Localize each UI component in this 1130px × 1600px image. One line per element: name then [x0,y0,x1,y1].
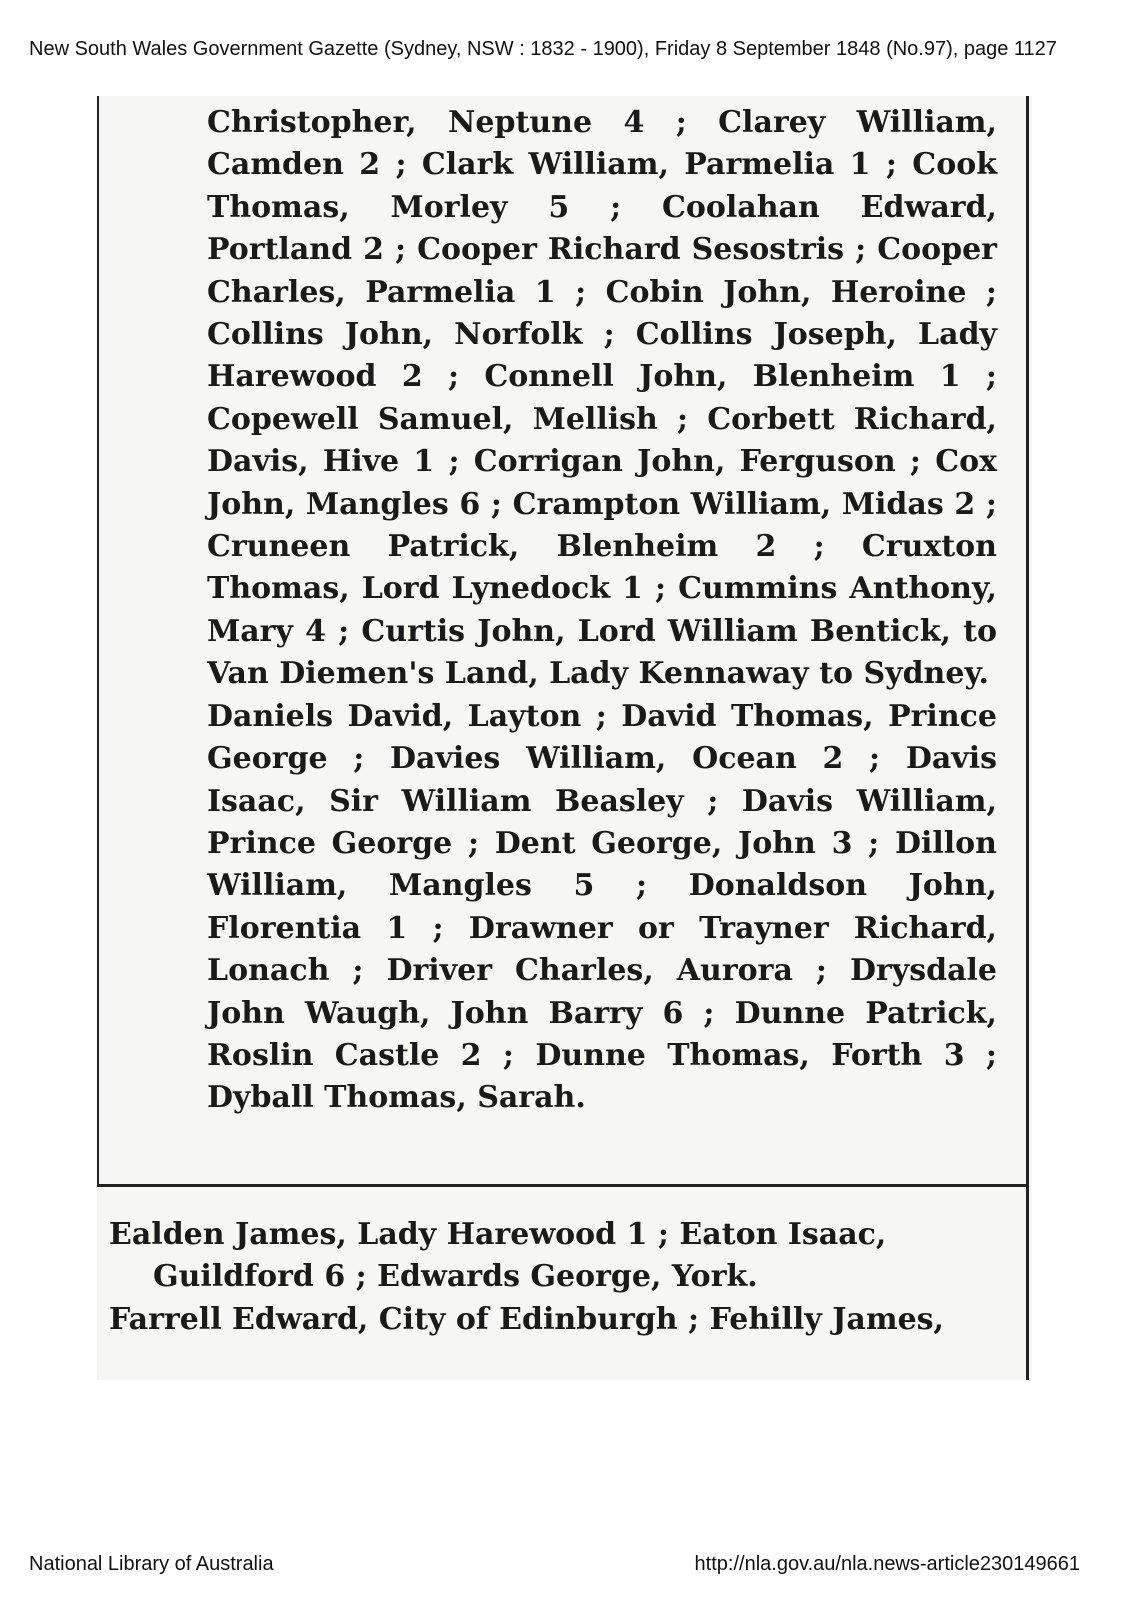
lower-column-text [109,1214,959,1341]
section-divider-rule [97,1184,1029,1187]
entries-c-continued: Christopher, Neptune 4 ; Clarey William, Camden 2 ; Clark William, Parmelia 1 ; Cook Thomas, Morley 5 ; Coolahan Edward, Portland 2 ; Cooper Richard Sesostris ; Cooper Charles, Parmelia 1 ; Cobin John, Heroine ; Collins John, Norfolk ; Collins Joseph, Lady Harewood 2 ; Connell John, Blenheim 1 ; Copewell Samuel, Mellish ; Corbett Richard, Davis, Hive 1 ; Corrigan John, Ferguson ; Cox John, Mangles 6 ; Crampton William, Midas 2 ; Cruneen Patrick, Blenheim 2 ; Cruxton Thomas, Lord Lynedock 1 ; Cummins Anthony, Mary 4 ; Curtis John, Lord William Bentick, to Van Diemen's Land, Lady Kennaway to Sydney. [207,105,997,692]
column-left-border [97,96,99,1186]
article-url: http://nla.gov.au/nla.news-article230149661 [694,1553,1080,1575]
column-right-border [1026,96,1029,1380]
newspaper-clipping [97,96,1032,1380]
entries-f: Farrell Edward, City of Edinburgh ; Fehilly James, [109,1301,944,1337]
entries-d-text: Daniels David, Layton ; David Thomas, Prince George ; Davies William, Ocean 2 ; Davis Isaac, Sir William Beasley ; Davis William, Prince George ; Dent George, John 3 ; Dillon William, Mangles 5 ; Donaldson John, Florentia 1 ; Drawner or Trayner Richard, Lonach ; Driver Charles, Aurora ; Drysdale John Waugh, John Barry 6 ; Dunne Patrick, Roslin Castle 2 ; Dunne Thomas, Forth 3 ; Dyball Thomas, Sarah. [207,698,997,1116]
upper-column-text [207,102,997,1120]
citation-header: New South Wales Government Gazette (Sydney, NSW : 1832 - 1900), Friday 8 September 1848 (No.97), page 1127 [29,38,1057,60]
entries-d [167,696,997,1120]
library-name: National Library of Australia [29,1553,274,1575]
entries-e: Ealden James, Lady Harewood 1 ; Eaton Isaac, Guildford 6 ; Edwards George, York. [109,1217,887,1295]
